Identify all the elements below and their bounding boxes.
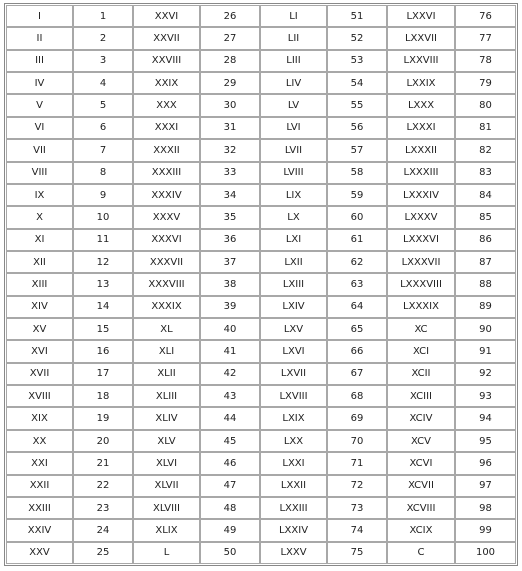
roman-cell: LXXV <box>260 542 327 564</box>
roman-cell: LXXXVI <box>387 229 455 251</box>
arabic-cell: 5 <box>73 94 133 116</box>
table-row <box>6 206 516 228</box>
arabic-cell: 66 <box>327 340 387 362</box>
roman-cell: VII <box>6 139 73 161</box>
arabic-cell: 21 <box>73 452 133 474</box>
roman-cell: LV <box>260 94 327 116</box>
arabic-cell: 55 <box>327 94 387 116</box>
roman-cell: XLVI <box>133 452 200 474</box>
arabic-cell: 54 <box>327 72 387 94</box>
table-row <box>6 519 516 541</box>
roman-cell: XI <box>6 229 73 251</box>
roman-cell: XXXVII <box>133 251 200 273</box>
table-row <box>6 385 516 407</box>
arabic-cell: 72 <box>327 475 387 497</box>
roman-cell: XLIV <box>133 407 200 429</box>
roman-cell: LXVII <box>260 363 327 385</box>
roman-cell: XCIII <box>387 385 455 407</box>
arabic-cell: 92 <box>455 363 516 385</box>
arabic-cell: 86 <box>455 229 516 251</box>
arabic-cell: 98 <box>455 497 516 519</box>
roman-cell: LX <box>260 206 327 228</box>
arabic-cell: 40 <box>200 318 260 340</box>
arabic-cell: 63 <box>327 273 387 295</box>
arabic-cell: 87 <box>455 251 516 273</box>
arabic-cell: 47 <box>200 475 260 497</box>
roman-cell: LXXVI <box>387 5 455 27</box>
arabic-cell: 100 <box>455 542 516 564</box>
roman-cell: XLIX <box>133 519 200 541</box>
table-row <box>6 162 516 184</box>
arabic-cell: 85 <box>455 206 516 228</box>
table-row <box>6 497 516 519</box>
roman-cell: X <box>6 206 73 228</box>
roman-cell: LXV <box>260 318 327 340</box>
roman-cell: XXII <box>6 475 73 497</box>
table-row <box>6 475 516 497</box>
arabic-cell: 41 <box>200 340 260 362</box>
arabic-cell: 37 <box>200 251 260 273</box>
roman-cell: LXXIX <box>387 72 455 94</box>
arabic-cell: 51 <box>327 5 387 27</box>
arabic-cell: 12 <box>73 251 133 273</box>
arabic-cell: 4 <box>73 72 133 94</box>
table-body <box>6 5 516 564</box>
roman-cell: LXXVII <box>387 27 455 49</box>
roman-cell: LXI <box>260 229 327 251</box>
table-row <box>6 72 516 94</box>
roman-cell: IX <box>6 184 73 206</box>
table-row <box>6 340 516 362</box>
roman-cell: XV <box>6 318 73 340</box>
arabic-cell: 19 <box>73 407 133 429</box>
arabic-cell: 94 <box>455 407 516 429</box>
roman-cell: LXXII <box>260 475 327 497</box>
roman-cell: L <box>133 542 200 564</box>
roman-cell: XC <box>387 318 455 340</box>
arabic-cell: 48 <box>200 497 260 519</box>
roman-cell: XXIV <box>6 519 73 541</box>
arabic-cell: 91 <box>455 340 516 362</box>
arabic-cell: 44 <box>200 407 260 429</box>
arabic-cell: 59 <box>327 184 387 206</box>
roman-cell: XXXI <box>133 117 200 139</box>
roman-cell: XLV <box>133 430 200 452</box>
table-row <box>6 542 516 564</box>
arabic-cell: 11 <box>73 229 133 251</box>
arabic-cell: 26 <box>200 5 260 27</box>
arabic-cell: 61 <box>327 229 387 251</box>
arabic-cell: 18 <box>73 385 133 407</box>
arabic-cell: 30 <box>200 94 260 116</box>
roman-cell: C <box>387 542 455 564</box>
arabic-cell: 68 <box>327 385 387 407</box>
arabic-cell: 43 <box>200 385 260 407</box>
arabic-cell: 76 <box>455 5 516 27</box>
arabic-cell: 50 <box>200 542 260 564</box>
roman-cell: VI <box>6 117 73 139</box>
arabic-cell: 96 <box>455 452 516 474</box>
roman-cell: XCVIII <box>387 497 455 519</box>
arabic-cell: 82 <box>455 139 516 161</box>
table-row <box>6 296 516 318</box>
roman-cell: LXXXV <box>387 206 455 228</box>
arabic-cell: 13 <box>73 273 133 295</box>
roman-cell: XIII <box>6 273 73 295</box>
roman-cell: LVIII <box>260 162 327 184</box>
roman-cell: XVI <box>6 340 73 362</box>
roman-cell: XXXII <box>133 139 200 161</box>
arabic-cell: 17 <box>73 363 133 385</box>
roman-cell: XCVII <box>387 475 455 497</box>
arabic-cell: 64 <box>327 296 387 318</box>
roman-cell: LXXXI <box>387 117 455 139</box>
arabic-cell: 90 <box>455 318 516 340</box>
arabic-cell: 52 <box>327 27 387 49</box>
table-row <box>6 117 516 139</box>
roman-cell: XXVII <box>133 27 200 49</box>
roman-cell: XII <box>6 251 73 273</box>
roman-cell: XCIV <box>387 407 455 429</box>
roman-cell: XLI <box>133 340 200 362</box>
roman-cell: XXI <box>6 452 73 474</box>
arabic-cell: 93 <box>455 385 516 407</box>
arabic-cell: 78 <box>455 50 516 72</box>
arabic-cell: 84 <box>455 184 516 206</box>
roman-cell: LXIII <box>260 273 327 295</box>
roman-cell: XCII <box>387 363 455 385</box>
arabic-cell: 29 <box>200 72 260 94</box>
roman-cell: LXXI <box>260 452 327 474</box>
roman-cell: XXXVIII <box>133 273 200 295</box>
roman-cell: LXXXIV <box>387 184 455 206</box>
arabic-cell: 15 <box>73 318 133 340</box>
roman-cell: V <box>6 94 73 116</box>
arabic-cell: 77 <box>455 27 516 49</box>
table-row <box>6 251 516 273</box>
arabic-cell: 3 <box>73 50 133 72</box>
arabic-cell: 45 <box>200 430 260 452</box>
roman-cell: LII <box>260 27 327 49</box>
arabic-cell: 34 <box>200 184 260 206</box>
arabic-cell: 74 <box>327 519 387 541</box>
table-row <box>6 452 516 474</box>
arabic-cell: 25 <box>73 542 133 564</box>
arabic-cell: 70 <box>327 430 387 452</box>
roman-cell: LIII <box>260 50 327 72</box>
arabic-cell: 46 <box>200 452 260 474</box>
arabic-cell: 81 <box>455 117 516 139</box>
table-row <box>6 94 516 116</box>
roman-cell: III <box>6 50 73 72</box>
arabic-cell: 88 <box>455 273 516 295</box>
roman-cell: XXXIII <box>133 162 200 184</box>
roman-cell: XXX <box>133 94 200 116</box>
roman-numeral-table-frame <box>4 3 518 566</box>
roman-cell: LXXIII <box>260 497 327 519</box>
roman-cell: XLIII <box>133 385 200 407</box>
roman-cell: XVIII <box>6 385 73 407</box>
roman-cell: XXIII <box>6 497 73 519</box>
roman-cell: XX <box>6 430 73 452</box>
table-row <box>6 27 516 49</box>
roman-cell: XXXV <box>133 206 200 228</box>
arabic-cell: 33 <box>200 162 260 184</box>
arabic-cell: 75 <box>327 542 387 564</box>
roman-cell: XXVI <box>133 5 200 27</box>
table-row <box>6 407 516 429</box>
roman-cell: XXXIV <box>133 184 200 206</box>
arabic-cell: 9 <box>73 184 133 206</box>
roman-cell: LVI <box>260 117 327 139</box>
roman-cell: I <box>6 5 73 27</box>
roman-numeral-table <box>6 5 516 564</box>
arabic-cell: 80 <box>455 94 516 116</box>
arabic-cell: 23 <box>73 497 133 519</box>
roman-cell: LXXIV <box>260 519 327 541</box>
roman-cell: II <box>6 27 73 49</box>
arabic-cell: 7 <box>73 139 133 161</box>
arabic-cell: 97 <box>455 475 516 497</box>
table-row <box>6 363 516 385</box>
arabic-cell: 32 <box>200 139 260 161</box>
arabic-cell: 14 <box>73 296 133 318</box>
roman-cell: XCI <box>387 340 455 362</box>
arabic-cell: 2 <box>73 27 133 49</box>
arabic-cell: 60 <box>327 206 387 228</box>
arabic-cell: 24 <box>73 519 133 541</box>
arabic-cell: 22 <box>73 475 133 497</box>
roman-cell: XXV <box>6 542 73 564</box>
roman-cell: LI <box>260 5 327 27</box>
roman-cell: XL <box>133 318 200 340</box>
arabic-cell: 35 <box>200 206 260 228</box>
roman-cell: XIV <box>6 296 73 318</box>
roman-cell: LXXX <box>387 94 455 116</box>
roman-cell: IV <box>6 72 73 94</box>
table-row <box>6 229 516 251</box>
arabic-cell: 95 <box>455 430 516 452</box>
table-row <box>6 273 516 295</box>
arabic-cell: 6 <box>73 117 133 139</box>
roman-cell: XLII <box>133 363 200 385</box>
arabic-cell: 65 <box>327 318 387 340</box>
arabic-cell: 83 <box>455 162 516 184</box>
arabic-cell: 57 <box>327 139 387 161</box>
table-row <box>6 430 516 452</box>
arabic-cell: 36 <box>200 229 260 251</box>
roman-cell: LXVI <box>260 340 327 362</box>
roman-cell: LXXXVIII <box>387 273 455 295</box>
roman-cell: LXIX <box>260 407 327 429</box>
arabic-cell: 31 <box>200 117 260 139</box>
arabic-cell: 73 <box>327 497 387 519</box>
arabic-cell: 49 <box>200 519 260 541</box>
roman-cell: LXXXIII <box>387 162 455 184</box>
roman-cell: VIII <box>6 162 73 184</box>
arabic-cell: 58 <box>327 162 387 184</box>
roman-cell: XCIX <box>387 519 455 541</box>
arabic-cell: 79 <box>455 72 516 94</box>
arabic-cell: 71 <box>327 452 387 474</box>
roman-cell: XLVII <box>133 475 200 497</box>
arabic-cell: 16 <box>73 340 133 362</box>
arabic-cell: 69 <box>327 407 387 429</box>
roman-cell: XVII <box>6 363 73 385</box>
arabic-cell: 28 <box>200 50 260 72</box>
table-row <box>6 184 516 206</box>
roman-cell: LXXXIX <box>387 296 455 318</box>
arabic-cell: 1 <box>73 5 133 27</box>
arabic-cell: 10 <box>73 206 133 228</box>
arabic-cell: 67 <box>327 363 387 385</box>
table-row <box>6 5 516 27</box>
arabic-cell: 39 <box>200 296 260 318</box>
roman-cell: XXVIII <box>133 50 200 72</box>
roman-cell: XXIX <box>133 72 200 94</box>
roman-cell: XLVIII <box>133 497 200 519</box>
roman-cell: LXXVIII <box>387 50 455 72</box>
roman-cell: XCV <box>387 430 455 452</box>
arabic-cell: 20 <box>73 430 133 452</box>
arabic-cell: 56 <box>327 117 387 139</box>
arabic-cell: 38 <box>200 273 260 295</box>
table-row <box>6 318 516 340</box>
roman-cell: LVII <box>260 139 327 161</box>
roman-cell: XXXVI <box>133 229 200 251</box>
roman-cell: LXII <box>260 251 327 273</box>
roman-cell: LIV <box>260 72 327 94</box>
roman-cell: LXVIII <box>260 385 327 407</box>
roman-cell: XCVI <box>387 452 455 474</box>
roman-cell: LXXXII <box>387 139 455 161</box>
arabic-cell: 62 <box>327 251 387 273</box>
arabic-cell: 89 <box>455 296 516 318</box>
roman-cell: XXXIX <box>133 296 200 318</box>
arabic-cell: 42 <box>200 363 260 385</box>
roman-cell: LXIV <box>260 296 327 318</box>
table-row <box>6 50 516 72</box>
arabic-cell: 99 <box>455 519 516 541</box>
roman-cell: LXXXVII <box>387 251 455 273</box>
arabic-cell: 27 <box>200 27 260 49</box>
table-row <box>6 139 516 161</box>
arabic-cell: 8 <box>73 162 133 184</box>
roman-cell: LIX <box>260 184 327 206</box>
arabic-cell: 53 <box>327 50 387 72</box>
roman-cell: XIX <box>6 407 73 429</box>
roman-cell: LXX <box>260 430 327 452</box>
